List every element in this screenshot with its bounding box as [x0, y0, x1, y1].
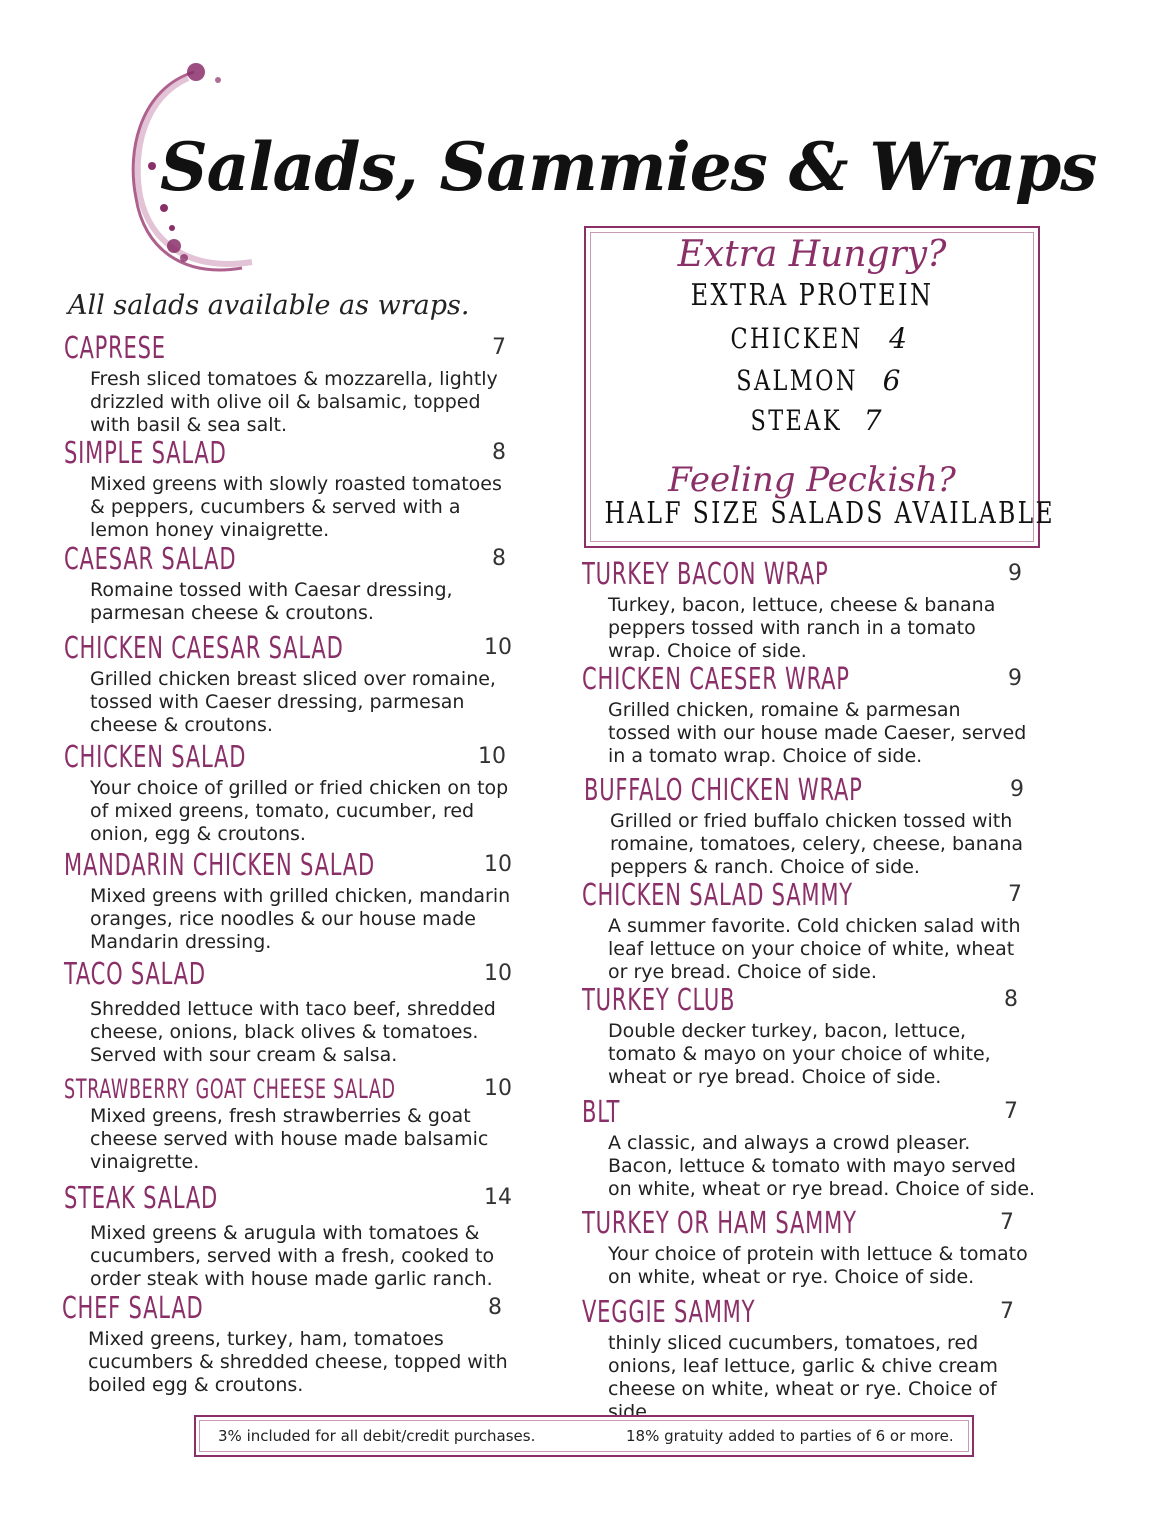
menu-item	[64, 437, 520, 542]
item-description: A classic, and always a crowd pleaser. Bacon, lettuce & tomato with mayo served on white, wheat or rye bread. Choice of side.	[608, 1132, 1036, 1200]
item-description: Your choice of protein with lettuce & tomato on white, wheat or rye. Choice of side.	[608, 1243, 1028, 1288]
menu-item	[584, 774, 1030, 879]
item-price: 14	[484, 1185, 512, 1210]
item-name: MANDARIN CHICKEN SALAD	[64, 848, 375, 883]
item-price: 7	[1008, 882, 1022, 907]
item-description: A summer favorite. Cold chicken salad with leaf lettuce on your choice of white, wheat or rye bread. Choice of side.	[608, 915, 1021, 983]
item-name: STEAK SALAD	[64, 1181, 219, 1216]
item-name: CHICKEN SALAD	[64, 740, 247, 775]
item-name: CHICKEN SALAD SAMMY	[582, 878, 853, 913]
item-name: TACO SALAD	[64, 957, 206, 992]
menu-item	[64, 1182, 520, 1291]
item-description: Grilled or fried buffalo chicken tossed with romaine, tomatoes, celery, cheese, banana peppers & ranch. Choice of side.	[610, 810, 1024, 878]
extra-hungry-heading: Extra Hungry?	[677, 234, 947, 275]
menu-item	[64, 958, 520, 1067]
item-name: TURKEY BACON WRAP	[582, 557, 829, 592]
item-price: 7	[492, 335, 506, 360]
item-name: TURKEY OR HAM SAMMY	[582, 1206, 857, 1241]
item-name: CHEF SALAD	[62, 1291, 204, 1326]
item-price: 8	[488, 1295, 502, 1320]
item-description: Your choice of grilled or fried chicken on top of mixed greens, tomato, cucumber, red onion, egg & croutons.	[90, 777, 509, 845]
item-price: 10	[484, 1076, 512, 1101]
protein-name: CHICKEN	[730, 322, 863, 355]
wraps-note: All salads available as wraps.	[68, 290, 470, 321]
item-price: 10	[484, 635, 512, 660]
item-description: Turkey, bacon, lettuce, cheese & banana peppers tossed with ranch in a tomato wrap. Choice of side.	[608, 594, 996, 662]
protein-option	[586, 322, 1038, 355]
card-fee-note: 3% included for all debit/credit purchases.	[218, 1427, 536, 1445]
protein-name: SALMON	[735, 364, 858, 397]
item-description: Romaine tossed with Caesar dressing, parmesan cheese & croutons.	[90, 579, 453, 624]
item-price: 10	[484, 852, 512, 877]
item-price: 8	[492, 546, 506, 571]
menu-item	[582, 558, 1028, 663]
item-description: Mixed greens with slowly roasted tomatoes & peppers, cucumbers & served with a lemon honey vinaigrette.	[90, 473, 502, 541]
item-name: TURKEY CLUB	[582, 983, 736, 1018]
protein-option	[586, 404, 1038, 437]
protein-option	[586, 364, 1038, 397]
extras-box	[584, 226, 1055, 548]
protein-price: 7	[863, 404, 885, 437]
menu-item	[582, 1296, 1028, 1424]
page-title: Salads, Sammies & Wraps	[160, 128, 1097, 206]
menu-item	[64, 632, 520, 737]
extra-protein-heading: EXTRA PROTEIN	[690, 278, 934, 313]
item-description: Mixed greens, turkey, ham, tomatoes cucumbers & shredded cheese, topped with boiled egg & croutons.	[88, 1328, 508, 1396]
item-description: Grilled chicken, romaine & parmesan tossed with our house made Caeser, served in a tomato wrap. Choice of side.	[608, 699, 1027, 767]
item-name: CAPRESE	[64, 331, 166, 366]
item-price: 9	[1010, 777, 1024, 802]
item-name: SIMPLE SALAD	[64, 436, 227, 471]
item-price: 9	[1008, 666, 1022, 691]
footer-notice	[194, 1415, 974, 1457]
feeling-peckish-heading: Feeling Peckish?	[668, 460, 956, 500]
menu-item	[64, 543, 520, 625]
item-description: thinly sliced cucumbers, tomatoes, red onions, leaf lettuce, garlic & chive cream cheese on white, wheat or rye. Choice of side.	[608, 1332, 998, 1423]
item-price: 8	[1004, 987, 1018, 1012]
item-name: BLT	[582, 1095, 621, 1130]
item-price: 10	[478, 744, 506, 769]
menu-item	[64, 332, 520, 437]
item-price: 8	[492, 440, 506, 465]
menu-item	[64, 741, 520, 846]
item-name: CHICKEN CAESAR SALAD	[64, 631, 344, 666]
item-description: Mixed greens with grilled chicken, mandarin oranges, rice noodles & our house made Mandarin dressing.	[90, 885, 511, 953]
item-price: 7	[1000, 1210, 1014, 1235]
item-price: 7	[1004, 1099, 1018, 1124]
menu-item	[64, 1073, 525, 1174]
protein-name: STEAK	[750, 404, 843, 437]
menu-item	[582, 663, 1028, 768]
menu-item	[582, 984, 1038, 1089]
menu-item	[582, 1096, 1038, 1201]
item-price: 7	[1000, 1299, 1014, 1324]
item-description: Double decker turkey, bacon, lettuce, tomato & mayo on your choice of white, wheat or rye bread. Choice of side.	[608, 1020, 991, 1088]
item-description: Grilled chicken breast sliced over romaine, tossed with Caeser dressing, parmesan cheese & croutons.	[90, 668, 496, 736]
item-description: Fresh sliced tomatoes & mozzarella, lightly drizzled with olive oil & balsamic, topped with basil & sea salt.	[90, 368, 498, 436]
menu-item	[62, 1292, 518, 1397]
item-name: VEGGIE SAMMY	[582, 1295, 756, 1330]
protein-price: 4	[889, 322, 910, 355]
gratuity-note: 18% gratuity added to parties of 6 or more.	[626, 1427, 954, 1445]
menu-item	[64, 849, 520, 954]
item-price: 10	[484, 961, 512, 986]
item-name: CAESAR SALAD	[64, 542, 237, 577]
protein-price: 6	[882, 364, 904, 397]
item-description: Mixed greens, fresh strawberries & goat cheese served with house made balsamic vinaigrette.	[90, 1105, 489, 1173]
half-size-note: HALF SIZE SALADS AVAILABLE	[604, 496, 1055, 531]
menu-item	[582, 879, 1028, 984]
item-name: BUFFALO CHICKEN WRAP	[584, 773, 863, 808]
item-price: 9	[1008, 561, 1022, 586]
item-name: STRAWBERRY GOAT CHEESE SALAD	[64, 1074, 396, 1105]
item-description: Shredded lettuce with taco beef, shredded cheese, onions, black olives & tomatoes. Served with sour cream & salsa.	[90, 998, 496, 1066]
menu-item	[582, 1207, 1028, 1289]
item-description: Mixed greens & arugula with tomatoes & cucumbers, served with a fresh, cooked to order steak with house made garlic ranch.	[90, 1222, 495, 1290]
item-name: CHICKEN CAESER WRAP	[582, 662, 850, 697]
